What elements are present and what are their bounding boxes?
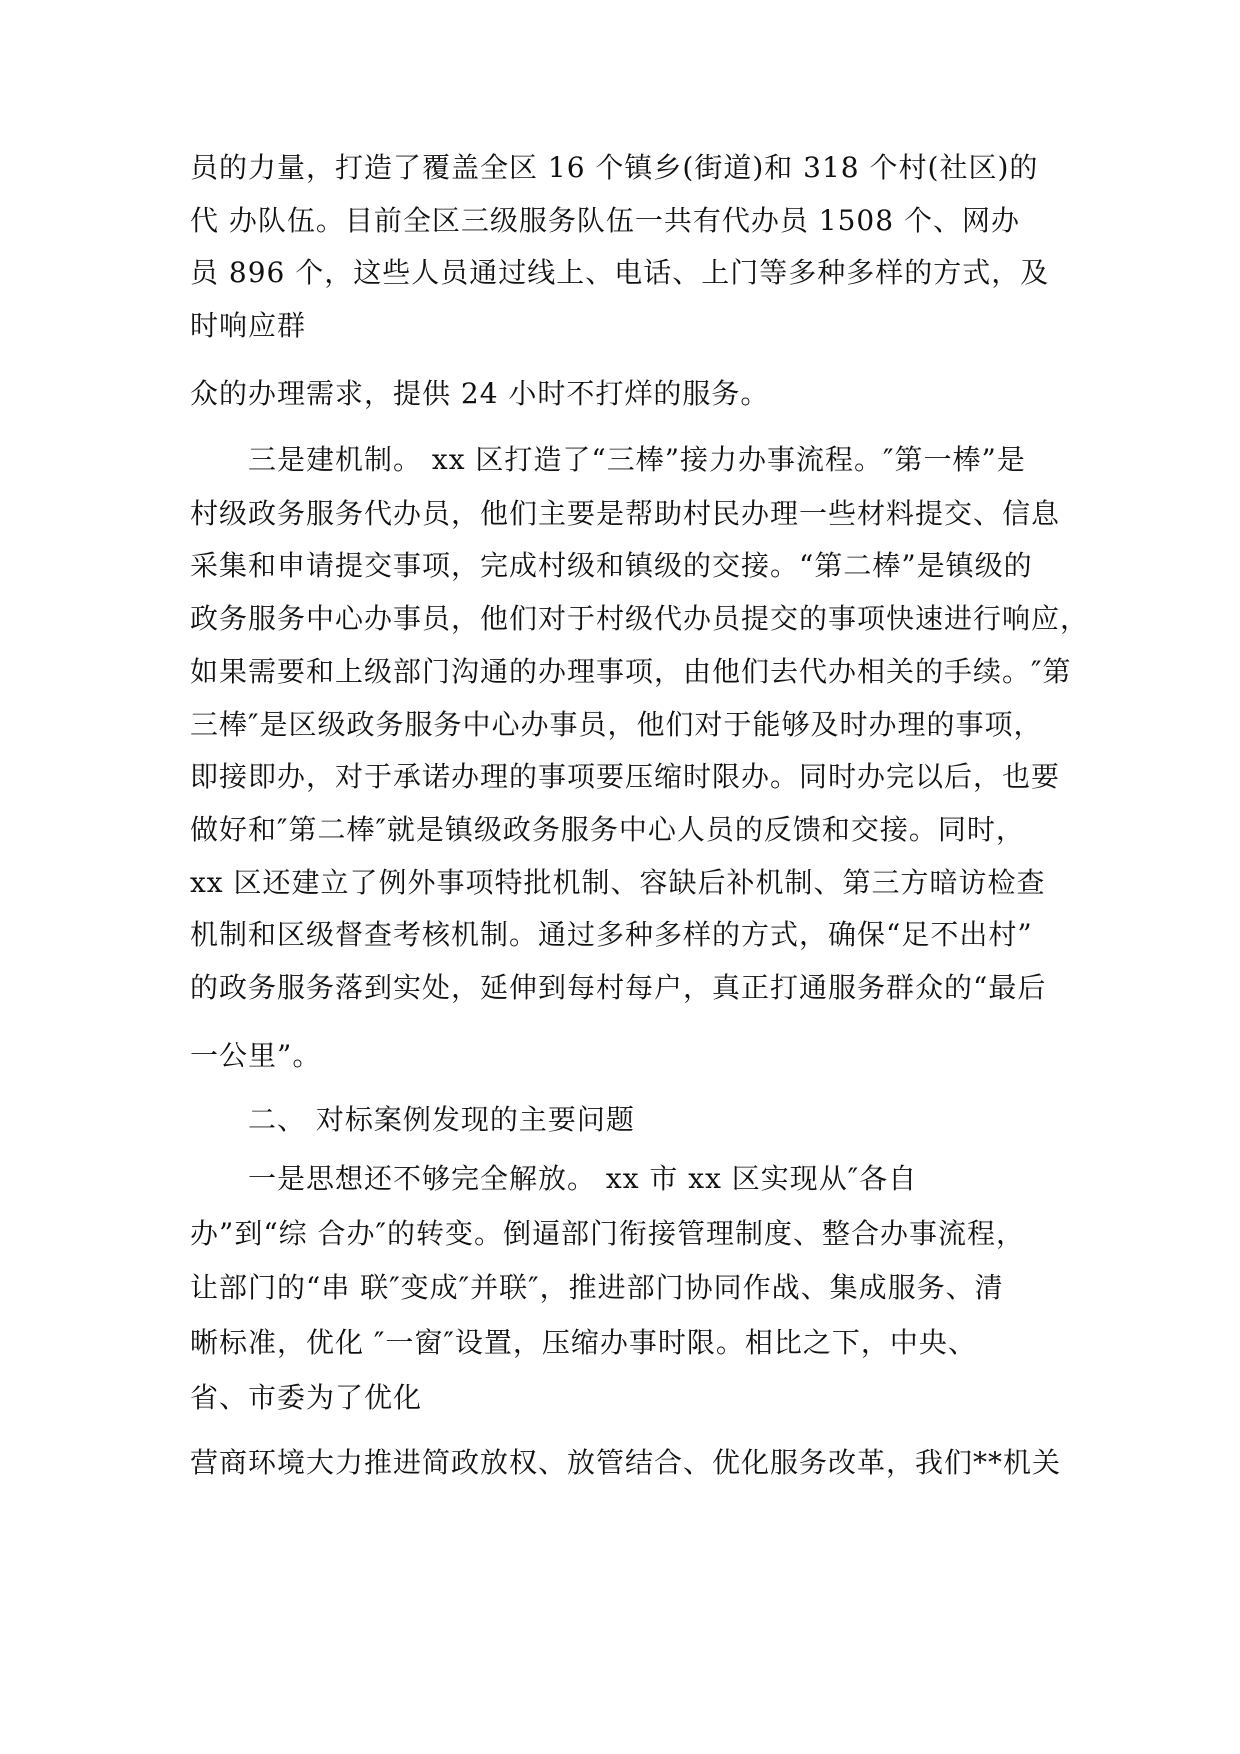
- text-line: 做好和″第二棒″就是镇级政务服务中心人员的反馈和交接。同时，: [190, 813, 1025, 846]
- text-line: 村级政务服务代办员，他们主要是帮助村民办理一些材料提交、信息: [190, 497, 1061, 530]
- text-line: 政务服务中心办事员，他们对于村级代办员提交的事项快速进行响应，: [190, 602, 1090, 635]
- text-line: 晰标准，优化 ″一窗″设置，压缩办事时限。相比之下，中央、: [190, 1326, 977, 1359]
- text-line: xx 区还建立了例外事项特批机制、容缺后补机制、第三方暗访检查: [190, 866, 1046, 899]
- text-line: 省、市委为了优化: [190, 1381, 423, 1414]
- paragraph-start-line: 一是思想还不够完全解放。 xx 市 xx 区实现从″各自: [248, 1162, 918, 1195]
- text-line: 三棒″是区级政务服务中心办事员，他们对于能够及时办理的事项，: [190, 708, 1043, 741]
- text-line: 员的力量，打造了覆盖全区 16 个镇乡(街道)和 318 个村(社区)的: [190, 151, 1039, 184]
- text-line: 采集和申请提交事项，完成村级和镇级的交接。“第二棒”是镇级的: [190, 549, 1033, 582]
- paragraph-start-line: 三是建机制。 xx 区打造了“三棒”接力办事流程。″第一棒”是: [248, 443, 1026, 476]
- text-line: 员 896 个，这些人员通过线上、电话、上门等多种多样的方式，及: [190, 256, 1050, 289]
- text-line: 如果需要和上级部门沟通的办理事项，由他们去代办相关的手续。″第: [190, 655, 1072, 688]
- text-line: 即接即办，对于承诺办理的事项要压缩时限办。同时办完以后，也要: [190, 760, 1061, 793]
- text-line: 众的办理需求，提供 24 小时不打烊的服务。: [190, 377, 770, 410]
- text-line: 时响应群: [190, 309, 307, 342]
- text-line: 让部门的“串 联″变成″并联″，推进部门协同作战、集成服务、清: [190, 1271, 1004, 1304]
- text-line: 机制和区级督查考核机制。通过多种多样的方式，确保“足不出村”: [190, 918, 1033, 951]
- text-line: 代 办队伍。目前全区三级服务队伍一共有代办员 1508 个、网办: [190, 204, 1020, 237]
- text-line: 一公里”。: [190, 1039, 322, 1072]
- text-line: 的政务服务落到实处，延伸到每村每户，真正打通服务群众的“最后: [190, 971, 1047, 1004]
- text-line: 办”到“综 合办″的转变。倒逼部门衔接管理制度、整合办事流程，: [190, 1217, 1025, 1250]
- section-heading: 二、 对标案例发现的主要问题: [248, 1103, 635, 1136]
- text-line: 营商环境大力推进简政放权、放管结合、优化服务改革，我们**机关: [190, 1446, 1062, 1479]
